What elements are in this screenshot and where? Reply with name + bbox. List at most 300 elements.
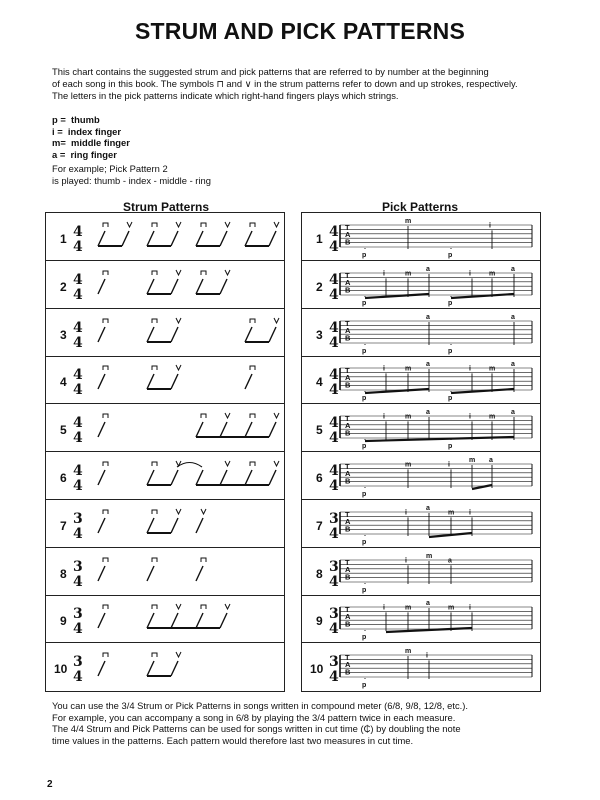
slash-notehead <box>245 374 252 389</box>
time-signature-bottom: 4 <box>329 573 339 590</box>
time-signature-top: 4 <box>329 463 339 479</box>
time-signature-top: 4 <box>73 415 83 432</box>
strum-pattern-notation <box>46 261 284 308</box>
upstroke-symbol <box>225 604 230 609</box>
finger-label: a <box>426 361 430 369</box>
downstroke-symbol <box>201 271 206 275</box>
footer-line: time values in the patterns. Each pattern would therefore last two measures in cut time. <box>52 734 414 746</box>
upstroke-symbol <box>225 461 230 466</box>
downstroke-symbol <box>103 366 108 370</box>
downstroke-symbol <box>152 319 157 323</box>
slash-notehead <box>196 422 203 437</box>
finger-label: i <box>383 365 385 373</box>
time-signature-bottom: 4 <box>329 525 339 542</box>
pick-pattern-tablature <box>302 404 540 451</box>
strum-pattern-row <box>46 404 284 452</box>
pattern-number: 9 <box>60 614 67 629</box>
time-signature-top: 4 <box>329 319 339 336</box>
time-signature-top: 4 <box>73 463 83 479</box>
example-line: For example; Pick Pattern 2 <box>52 163 168 174</box>
slash-notehead <box>147 231 154 246</box>
tab-clef-letter: A <box>345 325 351 335</box>
upstroke-symbol <box>176 509 181 514</box>
beam <box>472 485 492 489</box>
finger-label: m <box>426 552 433 560</box>
tab-clef-letter: A <box>345 660 351 670</box>
slash-notehead <box>269 422 276 437</box>
downstroke-symbol <box>152 653 157 657</box>
finger-label: i <box>469 604 471 612</box>
time-signature-bottom: 4 <box>329 382 339 399</box>
tab-clef-letter: A <box>345 564 351 574</box>
downstroke-symbol <box>103 510 108 514</box>
tab-clef-letter: B <box>345 332 351 342</box>
tab-clef-letter: B <box>345 524 351 534</box>
example-line: is played: thumb - index - middle - ring <box>52 174 211 186</box>
finger-label: i <box>383 270 385 278</box>
finger-label: m <box>489 365 496 373</box>
slash-notehead <box>98 422 105 437</box>
tab-clef-letter: A <box>345 469 351 479</box>
downstroke-symbol <box>103 605 108 609</box>
pattern-number: 5 <box>316 423 323 438</box>
time-signature-top: 3 <box>73 654 83 671</box>
finger-label: m <box>405 270 412 278</box>
time-signature-bottom: 4 <box>329 239 339 255</box>
tab-clef-letter: B <box>345 237 351 247</box>
finger-label: m <box>405 604 412 612</box>
pick-patterns-panel <box>301 212 541 692</box>
finger-label: i <box>489 222 491 230</box>
finger-label: i <box>383 604 385 612</box>
finger-label: m <box>405 365 412 373</box>
finger-label: i <box>405 509 407 517</box>
downstroke-symbol <box>103 558 108 562</box>
tab-clef-letter: A <box>345 421 351 431</box>
tab-clef-letter: T <box>345 223 350 232</box>
time-signature-bottom: 4 <box>73 286 83 303</box>
pick-pattern-tablature <box>302 356 540 403</box>
downstroke-symbol <box>103 223 108 227</box>
beam <box>365 294 429 298</box>
tie <box>177 463 202 468</box>
tab-clef-letter: B <box>345 476 351 486</box>
slash-notehead <box>269 231 276 246</box>
time-signature-bottom: 4 <box>73 382 83 399</box>
upstroke-symbol <box>176 222 181 227</box>
slash-notehead <box>171 613 178 628</box>
footer-line: You can use the 3/4 Strum or Pick Patterns in songs written in compound meter (6/8, 9/8, 12/8, etc.). <box>52 700 469 711</box>
finger-label: p <box>448 395 453 403</box>
downstroke-symbol <box>152 271 157 275</box>
tab-clef-letter: B <box>345 428 351 438</box>
slash-notehead <box>245 231 252 246</box>
pattern-number: 10 <box>310 662 324 677</box>
tab-clef-letter: T <box>345 605 350 615</box>
downstroke-symbol <box>152 558 157 562</box>
slash-notehead <box>245 470 252 485</box>
legend-item-m: m= middle finger <box>52 137 130 148</box>
strum-pattern-notation <box>46 213 284 260</box>
page-title: STRUM AND PICK PATTERNS <box>134 18 465 44</box>
finger-label: p <box>362 634 367 642</box>
time-signature-top: 4 <box>329 224 339 240</box>
tab-clef-letter: T <box>345 557 350 567</box>
finger-label: m <box>405 461 412 469</box>
strum-pattern-notation <box>46 643 284 690</box>
time-signature-bottom: 4 <box>329 286 339 303</box>
finger-label: m <box>489 413 496 421</box>
slash-notehead <box>196 279 203 294</box>
strum-pattern-notation <box>46 500 284 547</box>
time-signature-top: 4 <box>73 367 83 384</box>
upstroke-symbol <box>176 604 181 609</box>
finger-label: a <box>511 313 515 321</box>
time-signature-bottom: 4 <box>329 334 339 351</box>
time-signature-top: 3 <box>73 510 83 527</box>
finger-label: p <box>448 443 453 451</box>
intro-line: The letters in the pick patterns indicate which right-hand fingers plays which strings. <box>52 90 399 101</box>
slash-notehead <box>98 566 105 581</box>
tab-clef-letter: T <box>345 318 350 328</box>
upstroke-symbol <box>274 461 279 466</box>
slash-notehead <box>171 374 178 389</box>
downstroke-symbol <box>152 510 157 514</box>
strum-pattern-row <box>46 213 284 261</box>
slash-notehead <box>147 566 154 581</box>
strum-pattern-notation <box>46 548 284 595</box>
strum-pattern-notation <box>46 595 284 642</box>
pattern-number: 2 <box>60 279 67 294</box>
time-signature-top: 4 <box>329 367 339 384</box>
pick-pattern-row <box>302 595 540 643</box>
pick-pattern-row <box>302 643 540 690</box>
tab-clef-letter: T <box>345 653 350 663</box>
finger-label: p <box>362 491 367 498</box>
intro-line: This chart contains the suggested strum and pick patterns that are referred to by number at the beginning <box>52 66 489 77</box>
time-signature-top: 4 <box>73 224 83 240</box>
finger-label: a <box>426 409 430 417</box>
pick-pattern-tablature <box>302 548 540 595</box>
downstroke-symbol <box>152 605 157 609</box>
tab-clef-letter: A <box>345 516 351 526</box>
slash-notehead <box>220 422 227 437</box>
downstroke-symbol <box>152 223 157 227</box>
finger-label: p <box>362 586 367 594</box>
slash-notehead <box>220 231 227 246</box>
time-signature-bottom: 4 <box>73 478 83 494</box>
upstroke-symbol <box>225 270 230 275</box>
pattern-number: 2 <box>316 279 323 294</box>
tab-clef-letter: B <box>345 571 351 581</box>
finger-label: a <box>426 504 430 512</box>
finger-label: a <box>511 409 515 417</box>
finger-label: i <box>469 270 471 278</box>
upstroke-symbol <box>225 222 230 227</box>
finger-label: a <box>426 313 430 321</box>
time-signature-top: 3 <box>329 558 339 575</box>
pick-pattern-tablature <box>302 213 540 260</box>
time-signature-bottom: 4 <box>329 430 339 447</box>
slash-notehead <box>245 327 252 342</box>
slash-notehead <box>147 518 154 533</box>
slash-notehead <box>269 470 276 485</box>
finger-label: a <box>448 556 452 564</box>
slash-notehead <box>171 279 178 294</box>
tab-clef-letter: T <box>345 462 350 471</box>
pick-pattern-row <box>302 309 540 357</box>
slash-notehead <box>220 279 227 294</box>
pick-pattern-tablature <box>302 261 540 308</box>
pattern-number: 6 <box>316 471 323 485</box>
pattern-number: 1 <box>316 232 323 246</box>
intro-line: of each song in this book. The symbols ⊓ and ∨ in the strum patterns refer to down and up strokes, respectively. <box>52 78 518 89</box>
slash-notehead <box>196 231 203 246</box>
finger-label: p <box>448 299 453 307</box>
downstroke-symbol <box>250 414 255 418</box>
pick-pattern-row <box>302 404 540 452</box>
slash-notehead <box>220 613 227 628</box>
pick-pattern-tablature <box>302 595 540 642</box>
slash-notehead <box>98 279 105 294</box>
slash-notehead <box>196 613 203 628</box>
strum-pattern-row <box>46 261 284 309</box>
pattern-number: 6 <box>60 471 67 485</box>
strum-pattern-notation <box>46 404 284 451</box>
downstroke-symbol <box>103 414 108 418</box>
slash-notehead <box>98 231 105 246</box>
tab-clef-letter: A <box>345 230 351 240</box>
slash-notehead <box>147 279 154 294</box>
legend-item-p: p = thumb <box>52 114 100 125</box>
pattern-number: 4 <box>60 375 67 390</box>
time-signature-bottom: 4 <box>329 621 339 638</box>
slash-notehead <box>171 661 178 676</box>
time-signature-top: 3 <box>329 654 339 671</box>
beam <box>451 389 514 393</box>
upstroke-symbol <box>274 222 279 227</box>
slash-notehead <box>171 327 178 342</box>
beam <box>451 294 514 298</box>
slash-notehead <box>147 613 154 628</box>
time-signature-bottom: 4 <box>329 478 339 494</box>
downstroke-symbol <box>103 271 108 275</box>
finger-label: p <box>362 443 367 451</box>
tab-clef-letter: B <box>345 619 351 629</box>
finger-label: p <box>448 347 453 355</box>
strum-patterns-heading: Strum Patterns <box>122 200 210 214</box>
upstroke-symbol <box>127 222 132 227</box>
strum-pattern-notation <box>46 309 284 356</box>
time-signature-bottom: 4 <box>73 334 83 351</box>
beam <box>365 389 429 393</box>
upstroke-symbol <box>274 413 279 418</box>
downstroke-symbol <box>250 319 255 323</box>
time-signature-bottom: 4 <box>73 430 83 447</box>
slash-notehead <box>98 327 105 342</box>
finger-label: p <box>362 538 367 546</box>
finger-label: p <box>362 252 367 259</box>
finger-label: m <box>489 270 496 278</box>
strum-pattern-row <box>46 356 284 404</box>
pick-pattern-tablature <box>302 309 540 356</box>
downstroke-symbol <box>201 223 206 227</box>
time-signature-top: 4 <box>73 319 83 336</box>
tab-clef-letter: T <box>345 414 350 424</box>
pattern-number: 1 <box>60 232 67 246</box>
tab-clef-letter: A <box>345 373 351 383</box>
finger-legend <box>52 114 130 160</box>
finger-label: p <box>362 347 367 355</box>
slash-notehead <box>220 470 227 485</box>
pattern-number: 7 <box>316 518 323 533</box>
time-signature-top: 3 <box>329 606 339 623</box>
pattern-number: 10 <box>54 662 68 677</box>
finger-label: i <box>469 413 471 421</box>
finger-label: m <box>448 509 455 517</box>
slash-notehead <box>98 470 105 485</box>
pattern-number: 5 <box>60 423 67 438</box>
legend-item-a: a = ring finger <box>52 148 117 160</box>
pick-pattern-row <box>302 500 540 548</box>
tab-clef-letter: A <box>345 612 351 622</box>
downstroke-symbol <box>201 414 206 418</box>
upstroke-symbol <box>274 318 279 323</box>
slash-notehead <box>98 661 105 676</box>
upstroke-symbol <box>225 413 230 418</box>
footer-line: The 4/4 Strum and Pick Patterns can be used for songs written in cut time (₵) by doubling the note <box>52 723 461 734</box>
pattern-number: 3 <box>316 327 323 342</box>
beam <box>429 533 472 537</box>
finger-label: i <box>426 652 428 660</box>
time-signature-top: 4 <box>329 415 339 432</box>
pattern-number: 3 <box>60 327 67 342</box>
pick-pattern-tablature <box>302 452 540 499</box>
downstroke-symbol <box>201 605 206 609</box>
time-signature-bottom: 4 <box>73 239 83 255</box>
tab-clef-letter: B <box>345 285 351 295</box>
tab-clef-letter: B <box>345 667 351 677</box>
slash-notehead <box>171 518 178 533</box>
pick-pattern-row <box>302 356 540 404</box>
downstroke-symbol <box>103 653 108 657</box>
pattern-number: 7 <box>60 518 67 533</box>
time-signature-bottom: 4 <box>73 621 83 638</box>
strum-pattern-row <box>46 643 284 690</box>
tab-clef-letter: T <box>345 366 350 376</box>
tab-clef-letter: B <box>345 380 351 390</box>
slash-notehead <box>171 470 178 485</box>
slash-notehead <box>196 518 203 533</box>
pattern-number: 8 <box>316 566 323 581</box>
footer-line: For example, you can accompany a song in 6/8 by playing the 3/4 pattern twice in each measure. <box>52 711 456 723</box>
downstroke-symbol <box>103 319 108 323</box>
finger-label: p <box>448 252 453 259</box>
finger-label: i <box>469 365 471 373</box>
slash-notehead <box>147 374 154 389</box>
slash-notehead <box>98 518 105 533</box>
strum-pattern-row <box>46 548 284 596</box>
pattern-number: 8 <box>60 566 67 581</box>
finger-label: m <box>405 648 412 656</box>
pick-pattern-row <box>302 213 540 261</box>
strum-pattern-notation <box>46 452 284 499</box>
downstroke-symbol <box>152 462 157 466</box>
downstroke-symbol <box>103 462 108 466</box>
strum-pattern-notation <box>46 356 284 403</box>
finger-label: p <box>362 682 367 690</box>
pick-patterns-heading: Pick Patterns <box>381 200 459 214</box>
page-number: 2 <box>47 779 53 790</box>
pick-pattern-row <box>302 261 540 309</box>
slash-notehead <box>196 470 203 485</box>
strum-patterns-panel <box>45 212 285 692</box>
slash-notehead <box>147 470 154 485</box>
time-signature-top: 4 <box>329 271 339 288</box>
finger-label: a <box>426 265 430 273</box>
time-signature-bottom: 4 <box>73 525 83 542</box>
time-signature-top: 3 <box>73 558 83 575</box>
upstroke-symbol <box>176 365 181 370</box>
footer-text <box>52 700 582 746</box>
strum-pattern-row <box>46 452 284 500</box>
upstroke-symbol <box>201 509 206 514</box>
pattern-number: 4 <box>316 375 323 390</box>
downstroke-symbol <box>201 558 206 562</box>
tab-clef-letter: T <box>345 270 350 280</box>
downstroke-symbol <box>250 462 255 466</box>
downstroke-symbol <box>152 366 157 370</box>
time-signature-top: 4 <box>73 271 83 288</box>
time-signature-top: 3 <box>73 606 83 623</box>
strum-pattern-row <box>46 500 284 548</box>
finger-label: p <box>362 395 367 403</box>
time-signature-bottom: 4 <box>329 669 339 686</box>
finger-label: i <box>405 556 407 564</box>
pick-pattern-row <box>302 548 540 596</box>
pick-pattern-tablature <box>302 643 540 690</box>
slash-notehead <box>98 613 105 628</box>
legend-item-i: i = index finger <box>52 125 122 137</box>
finger-label: i <box>469 509 471 517</box>
pick-pattern-row <box>302 452 540 500</box>
pick-pattern-tablature <box>302 500 540 547</box>
slash-notehead <box>122 231 129 246</box>
finger-label: a <box>511 361 515 369</box>
downstroke-symbol <box>250 366 255 370</box>
slash-notehead <box>147 327 154 342</box>
finger-label: a <box>426 600 430 608</box>
finger-label: a <box>489 457 493 464</box>
upstroke-symbol <box>176 318 181 323</box>
finger-label: i <box>448 461 450 469</box>
finger-label: p <box>362 299 367 307</box>
upstroke-symbol <box>176 652 181 657</box>
intro-text <box>52 66 572 102</box>
slash-notehead <box>147 661 154 676</box>
finger-label: m <box>405 218 412 225</box>
finger-label: m <box>405 413 412 421</box>
finger-label: a <box>511 265 515 273</box>
tab-clef-letter: A <box>345 277 351 287</box>
time-signature-top: 3 <box>329 510 339 527</box>
time-signature-bottom: 4 <box>73 573 83 590</box>
slash-notehead <box>245 422 252 437</box>
slash-notehead <box>269 327 276 342</box>
finger-label: i <box>383 413 385 421</box>
tab-clef-letter: T <box>345 509 350 519</box>
finger-label: m <box>448 604 455 612</box>
